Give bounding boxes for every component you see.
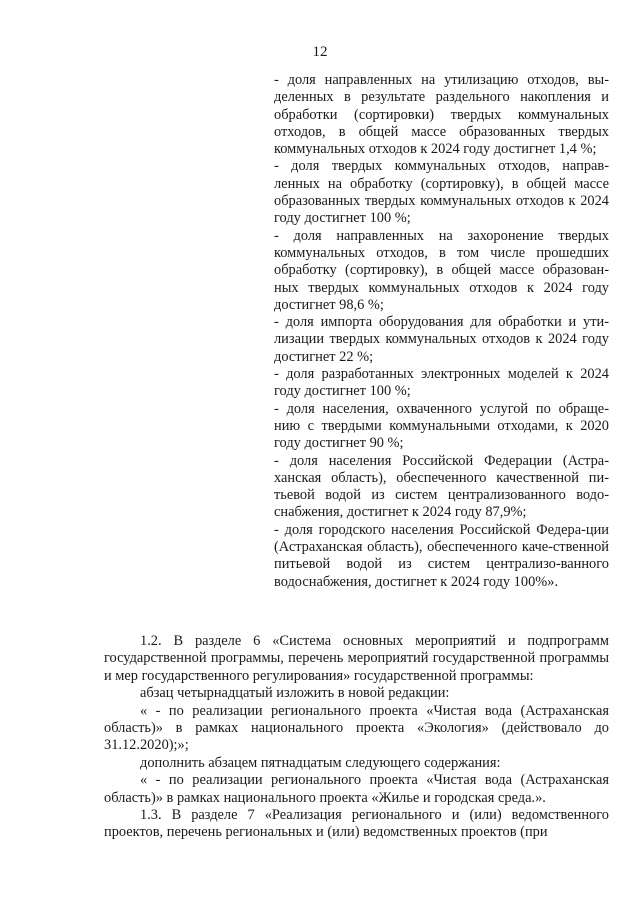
paragraph: 1.2. В разделе 6 «Система основных мероприятий и подпрограмм государственной программы, перечень мероприятий государственной программы и мер государственного регулирования» государственной программы: [104,633,609,684]
paragraph: 1.3. В разделе 7 «Реализация регионального и (или) ведомственного проектов, перечень региональных и (или) ведомственных проектов (при [104,807,609,841]
paragraph: « - по реализации регионального проекта «Чистая вода (Астраханская область)» в рамках национального проекта «Экология» (действовало до 31.12.2020);»; [104,702,609,754]
page-number: 12 [312,44,328,60]
main-text [104,633,609,842]
paragraph: « - по реализации регионального проекта «Чистая вода (Астраханская область)» в рамках национального проекта «Жилье и городская среда.». [104,772,609,806]
list-item: - доля разработанных электронных моделей к 2024 году достигнет 100 %; [274,366,609,400]
indicator-list [274,72,609,591]
paragraph: дополнить абзацем пятнадцатым следующего содержания: [140,754,501,771]
list-item: - доля населения, охваченного услугой по обраще-нию с твердыми коммунальными отходами, к 2020 году достигнет 90 %; [274,400,609,452]
list-item: - доля твердых коммунальных отходов, направ-ленных на обработку (сортировку), в общей массе образованных твердых коммунальных отходов к 2024 году достигнет 100 %; [274,158,609,227]
list-item: - доля городского населения Российской Федера-ции (Астраханская область), обеспеченного каче-ственной питьевой водой из систем централизо-ванного водоснабжения, достигнет к 2024 году 100%». [274,521,609,590]
list-item: - доля направленных на захоронение твердых коммунальных отходов, в том числе прошедших обработку (сортировку), в общей массе образован-ных твердых коммунальных отходов к 2024 году достигнет 98,6 %; [274,227,609,313]
list-item: - доля импорта оборудования для обработки и ути-лизации твердых коммунальных отходов к 2024 году достигнет 22 %; [274,314,609,365]
paragraph: абзац четырнадцатый изложить в новой редакции: [140,685,450,702]
list-item: - доля направленных на утилизацию отходов, вы-деленных в результате раздельного накопления и обработки (сортировки) твердых коммунальных отходов, в общей массе образованных твердых коммунальных отходов к 2024 году достигнет 1,4 %; [274,72,609,158]
list-item: - доля населения Российской Федерации (Астра-ханская область), обеспеченного качественной пи-тьевой водой из систем централизованного водо-снабжения, достигнет к 2024 году 87,9%; [274,452,609,521]
